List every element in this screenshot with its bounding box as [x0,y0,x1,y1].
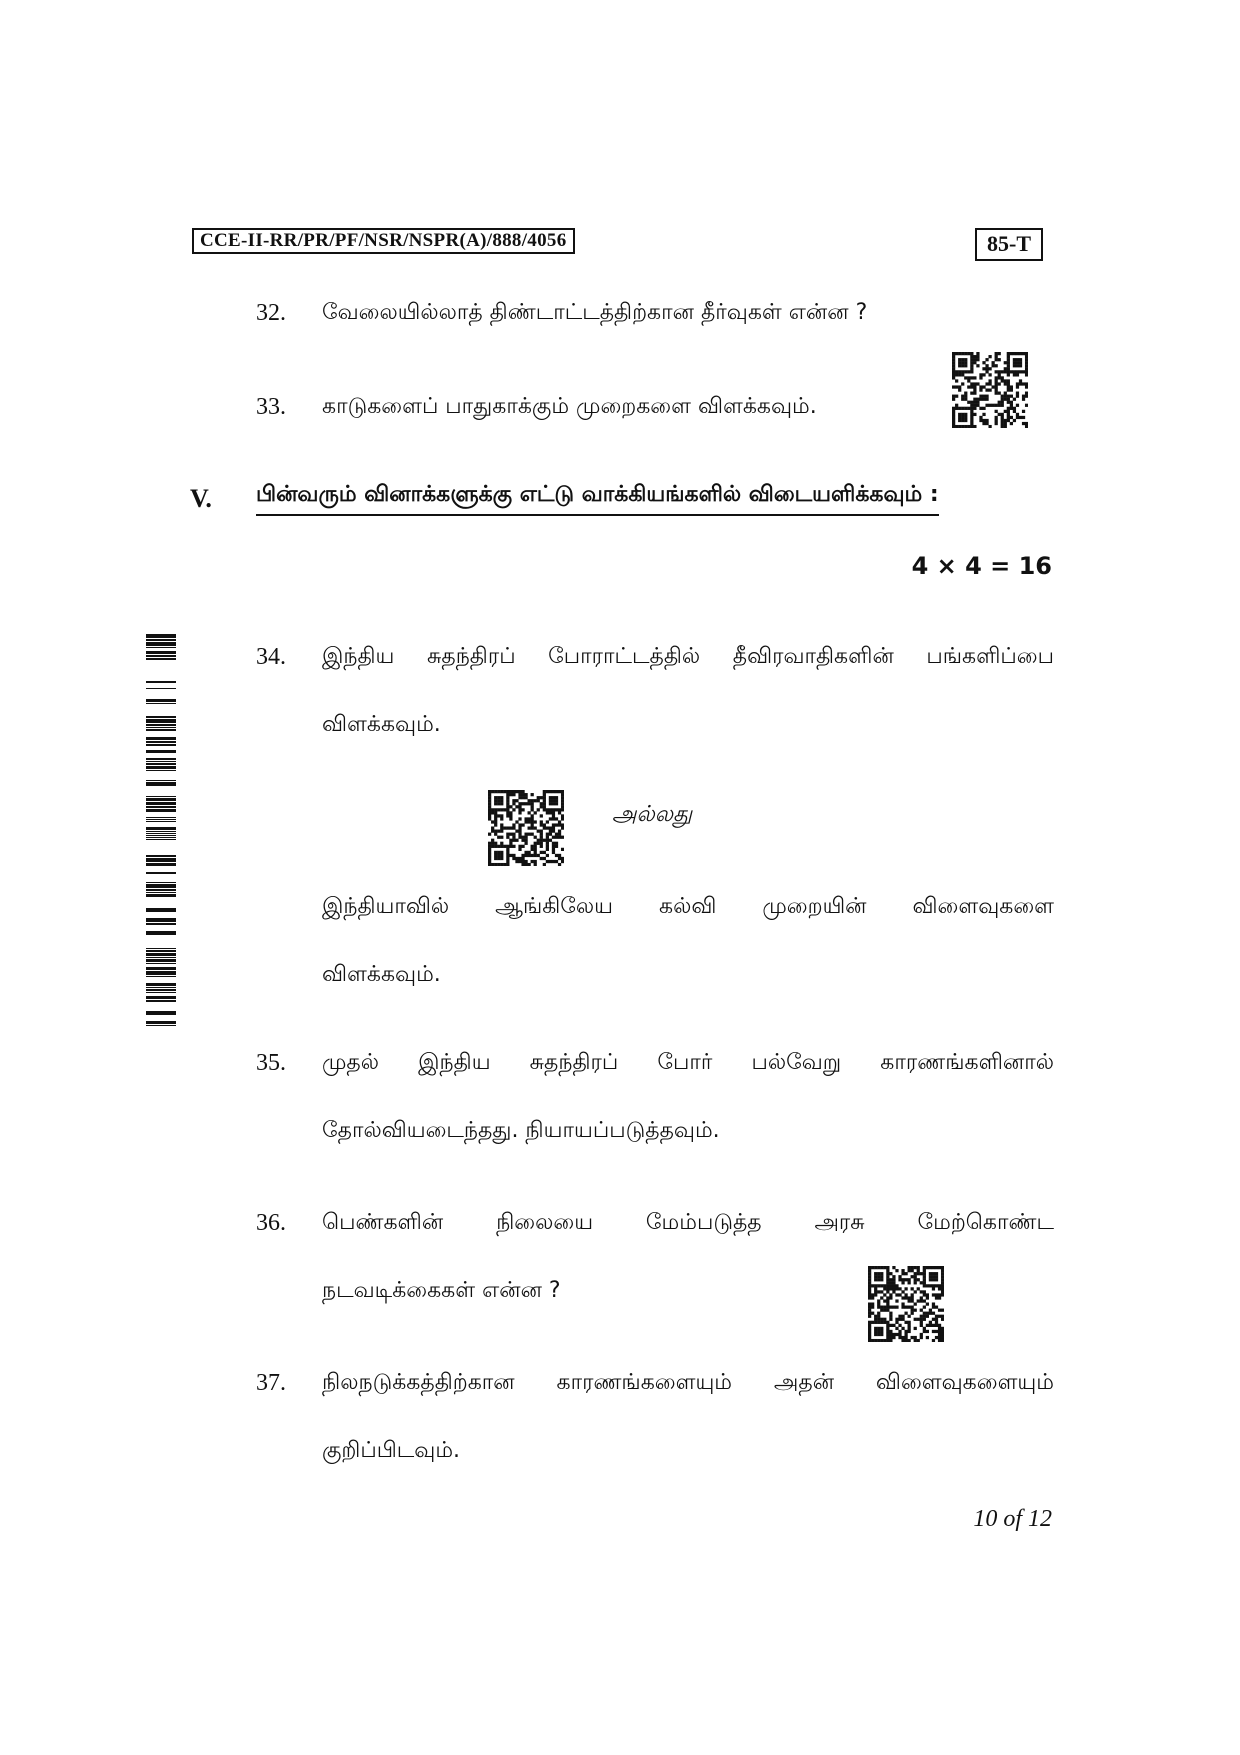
question-number: 34. [256,644,286,670]
or-label: அல்லது [612,802,693,827]
exam-code-box [192,228,575,254]
question-text: காடுகளைப் பாதுகாக்கும் முறைகளை விளக்கவும். [322,394,817,419]
question-text-continued: விளக்கவும். [322,712,441,737]
paper-code: 85-T [987,231,1031,256]
page-number: 10 of 12 [973,1506,1052,1532]
question-text-continued: குறிப்பிடவும். [322,1438,461,1463]
question-number: 33. [256,394,286,420]
alternative-question-text: இந்தியாவில் ஆங்கிலேய கல்வி முறையின் விளைவுகளை [322,894,1054,919]
question-text: நிலநடுக்கத்திற்கான காரணங்களையும் அதன் விளைவுகளையும் [322,1370,1054,1395]
qr-code-icon [952,352,1028,428]
alternative-question-text-continued: விளக்கவும். [322,962,441,987]
question-number: 35. [256,1050,286,1076]
question-number: 36. [256,1210,286,1236]
qr-code-icon [868,1266,944,1342]
question-text: வேலையில்லாத் திண்டாட்டத்திற்கான தீர்வுகள் என்ன ? [322,300,868,325]
question-number: 37. [256,1370,286,1396]
question-text: பெண்களின் நிலையை மேம்படுத்த அரசு மேற்கொண்ட [322,1210,1054,1235]
question-number: 32. [256,300,286,326]
question-text: முதல் இந்திய சுதந்திரப் போர் பல்வேறு காரணங்களினால் [322,1050,1054,1075]
question-text-continued: தோல்வியடைந்தது. நியாயப்படுத்தவும். [322,1118,720,1143]
section-number: V. [190,484,212,513]
section-marks: 4 × 4 = 16 [911,552,1052,580]
exam-code: CCE-II-RR/PR/PF/NSR/NSPR(A)/888/4056 [200,230,567,251]
question-text-continued: நடவடிக்கைகள் என்ன ? [322,1278,561,1303]
question-text: இந்திய சுதந்திரப் போராட்டத்தில் தீவிரவாதிகளின் பங்களிப்பை [322,644,1054,669]
paper-code-box [975,228,1043,261]
qr-code-icon [488,790,564,866]
section-instruction: பின்வரும் வினாக்களுக்கு எட்டு வாக்கியங்களில் விடையளிக்கவும் : [256,482,939,516]
barcode-icon [146,632,176,1036]
